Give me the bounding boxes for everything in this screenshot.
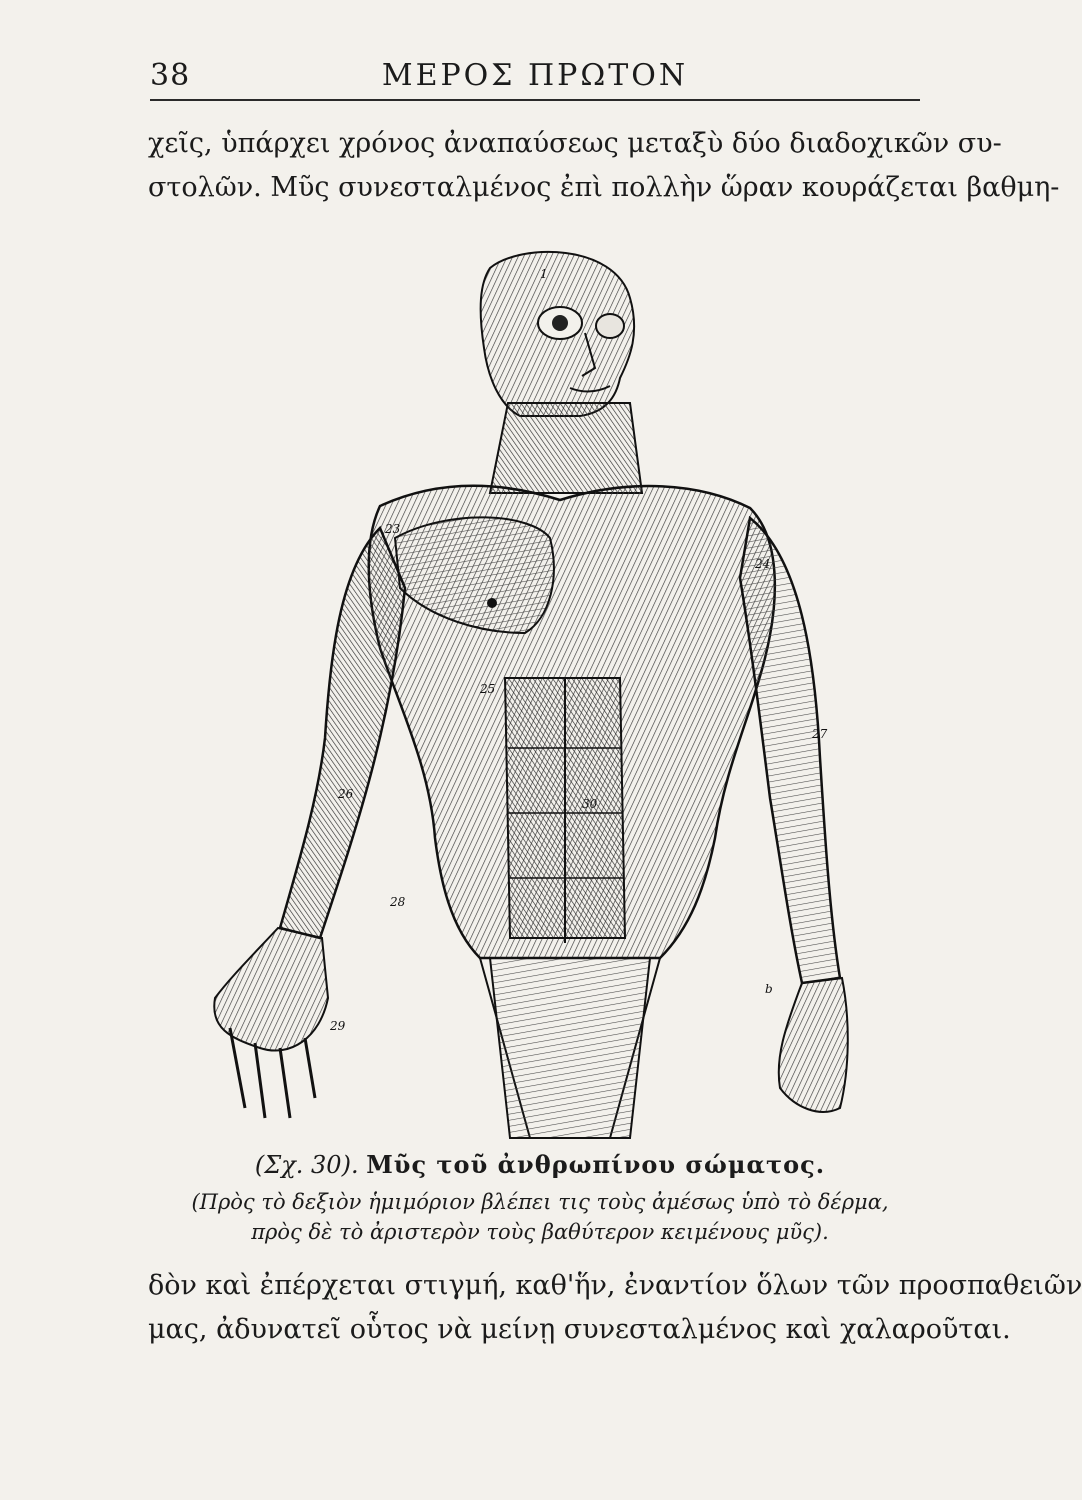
- figure-label: 23: [385, 522, 401, 536]
- figure-label: b: [765, 982, 773, 996]
- figure-label: 24: [755, 557, 771, 571]
- figure-label: 28: [390, 895, 406, 909]
- anatomy-illustration: [190, 238, 890, 1138]
- neck: [490, 403, 642, 493]
- figure-label: 1: [540, 267, 548, 281]
- text-line: στολῶν. Μῦς συνεσταλμένος ἐπὶ πολλὴν ὥραν κουράζεται βαθμη-: [148, 172, 1060, 203]
- figure-label: 25: [480, 682, 496, 696]
- bottom-paragraph: [148, 1264, 1082, 1352]
- text-line: χεῖς, ὑπάρχει χρόνος ἀναπαύσεως μεταξὺ δύο διαδοχικῶν συ-: [148, 128, 1002, 159]
- text-line: δὸν καὶ ἐπέρχεται στιγμή, καθ'ἥν, ἐναντίον ὅλων τῶν προσπαθειῶν: [148, 1270, 1082, 1301]
- figure-label: 30: [582, 797, 598, 811]
- figure-label: 29: [330, 1019, 346, 1033]
- top-paragraph: [148, 122, 1060, 210]
- figure-caption-title: [190, 1150, 890, 1179]
- page-number: 38: [150, 58, 191, 93]
- caption-note-line: πρὸς δὲ τὸ ἀριστερὸν τοὺς βαθύτερον κειμένους μῦς).: [251, 1220, 829, 1244]
- caption-note-line: (Πρὸς τὸ δεξιὸν ἡμιμόριον βλέπει τις τοὺς ἀμέσως ὑπὸ τὸ δέρμα,: [191, 1190, 889, 1214]
- right-arm: [214, 528, 405, 1118]
- left-arm: [740, 518, 848, 1112]
- figure-title: Μῦς τοῦ ἀνθρωπίνου σώματος.: [366, 1150, 826, 1179]
- figure-label: 27: [812, 727, 828, 741]
- figure-caption-note: [190, 1187, 890, 1247]
- head: [481, 252, 635, 416]
- running-head: ΜΕΡΟΣ ΠΡΩΤΟΝ: [381, 58, 689, 93]
- figure-label: 26: [338, 787, 354, 801]
- header-rule: [150, 99, 920, 101]
- torso: [369, 486, 775, 1138]
- page-header: [150, 58, 920, 98]
- figure-number: (Σχ. 30).: [254, 1151, 359, 1179]
- text-line: μας, ἀδυνατεῖ οὗτος νὰ μείνῃ συνεσταλμένος καὶ χαλαροῦται.: [148, 1314, 1011, 1345]
- muscle-figure-drawing: [190, 238, 890, 1138]
